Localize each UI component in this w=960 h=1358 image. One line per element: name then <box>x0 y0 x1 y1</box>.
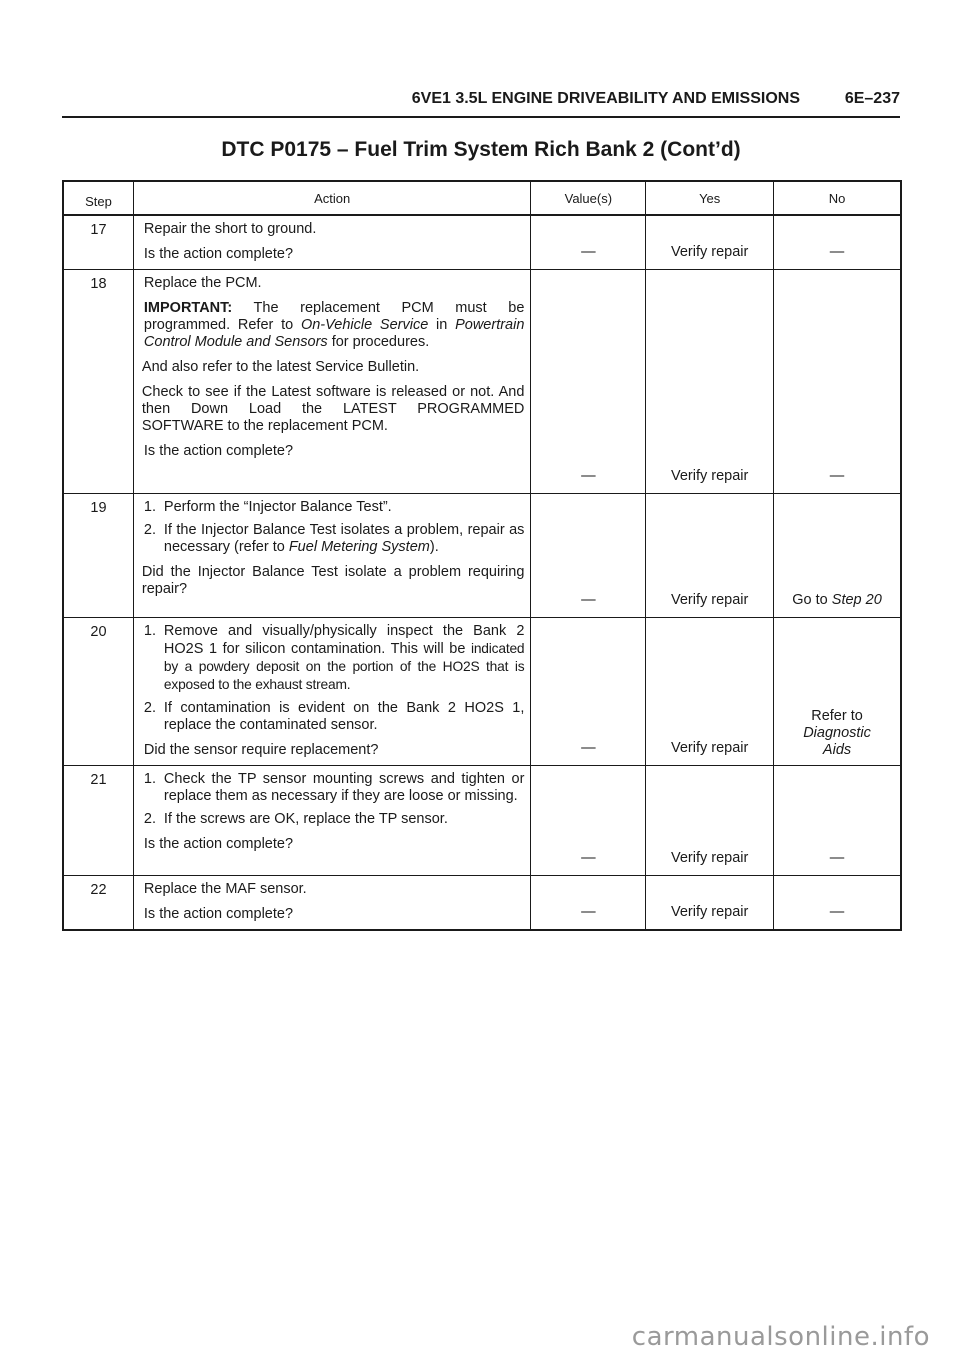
diagnostic-table <box>62 180 902 931</box>
important-label: IMPORTANT: <box>143 300 233 316</box>
action-question: Is the action complete? <box>143 836 294 852</box>
important-text: in <box>428 317 456 333</box>
list-item <box>142 499 525 516</box>
important-note <box>142 300 525 351</box>
step-number: 21 <box>63 766 133 876</box>
list-number: 1. <box>143 771 156 787</box>
reference-fuel-metering: Fuel Metering System <box>288 539 430 555</box>
list-number: 1. <box>143 499 156 515</box>
value-cell: — <box>531 766 646 876</box>
step-number: 20 <box>63 618 133 766</box>
yes-cell: Verify repair <box>646 494 774 618</box>
col-yes: Yes <box>646 181 774 215</box>
yes-cell: Verify repair <box>646 618 774 766</box>
no-cell: — <box>774 215 901 270</box>
table-row <box>63 876 901 931</box>
action-text: Check to see if the Latest software is released or not. And then Down Load the LATEST PROGRAMMED SOFTWARE to the replacement PCM. <box>141 384 525 434</box>
action-cell <box>133 494 531 618</box>
step-number: 17 <box>90 222 107 238</box>
list-number: 2. <box>143 522 156 538</box>
list-number: 2. <box>143 811 156 827</box>
no-cell: — <box>774 270 901 494</box>
action-text: Replace the MAF sensor. <box>143 881 307 897</box>
list-text: Remove and visually/physically inspect the Bank 2 HO2S 1 for silicon contamination. This will be <box>163 623 525 657</box>
reference-diagnostic-aids: Diagnostic <box>803 725 871 741</box>
value-cell: — <box>531 618 646 766</box>
table-row <box>63 618 901 766</box>
col-value: Value(s) <box>531 181 646 215</box>
action-text: And also refer to the latest Service Bulletin. <box>141 359 420 375</box>
yes-cell: Verify repair <box>646 215 774 270</box>
action-question: Did the Injector Balance Test isolate a problem requiring repair? <box>141 564 525 597</box>
no-text: Go to <box>792 592 832 608</box>
table-row <box>63 215 901 270</box>
list-text: If the screws are OK, replace the TP sensor. <box>163 811 448 827</box>
list-text: If the Injector Balance Test isolates a problem, repair as necessary (refer to <box>163 522 525 555</box>
action-question: Is the action complete? <box>143 246 294 262</box>
action-question: Is the action complete? <box>143 906 294 922</box>
step-number: 19 <box>63 494 133 618</box>
action-text: Replace the PCM. <box>143 275 262 291</box>
action-cell <box>133 215 531 270</box>
table-row <box>63 494 901 618</box>
list-text: Perform the “Injector Balance Test”. <box>163 499 392 515</box>
step-number: 22 <box>63 876 133 931</box>
action-cell <box>133 270 531 494</box>
yes-cell: Verify repair <box>646 270 774 494</box>
list-text: Check the TP sensor mounting screws and tighten or replace them as necessary if they are loose or missing. <box>163 771 525 804</box>
no-cell: — <box>774 766 901 876</box>
page-number: 6E–237 <box>844 90 900 107</box>
yes-cell: Verify repair <box>646 766 774 876</box>
action-text: Repair the short to ground. <box>143 221 317 237</box>
value-cell: — <box>531 270 646 494</box>
table-row <box>63 766 901 876</box>
step-number: 18 <box>63 270 133 494</box>
list-text: indicated by a powdery deposit on the portion of the HO2S that is exposed to the exhaust stream. <box>163 641 525 692</box>
yes-cell: Verify repair <box>646 876 774 931</box>
reference-aids: Aids <box>822 742 852 758</box>
value-cell: — <box>531 876 646 931</box>
action-cell <box>133 618 531 766</box>
col-action: Action <box>133 181 531 215</box>
value-cell: — <box>531 215 646 270</box>
list-item <box>142 811 525 828</box>
important-text: The replacement PCM must be programmed. Refer to <box>143 300 525 333</box>
section-title: 6VE1 3.5L ENGINE DRIVEABILITY AND EMISSIONS <box>411 90 800 107</box>
table-row <box>63 270 901 494</box>
col-step: Step <box>63 181 133 215</box>
action-cell <box>133 876 531 931</box>
action-question: Did the sensor require replacement? <box>143 742 379 758</box>
list-item <box>142 771 525 805</box>
no-text: Refer to <box>811 708 863 724</box>
page-header <box>62 88 900 118</box>
reference-pcm-sensors: Powertrain Control Module and Sensors <box>143 317 525 350</box>
list-item <box>142 623 525 694</box>
action-cell <box>133 766 531 876</box>
col-no: No <box>774 181 901 215</box>
reference-on-vehicle-service: On-Vehicle Service <box>300 317 429 333</box>
list-text: ). <box>429 539 439 555</box>
list-item <box>142 700 525 734</box>
list-item <box>142 522 525 556</box>
no-cell: — <box>774 876 901 931</box>
action-question: Is the action complete? <box>143 443 294 459</box>
table-header-row <box>63 181 901 215</box>
page-title: DTC P0175 – Fuel Trim System Rich Bank 2 (Cont’d) <box>221 138 741 161</box>
important-text: for procedures. <box>327 334 430 350</box>
list-number: 2. <box>143 700 156 716</box>
no-cell <box>774 494 901 618</box>
watermark: carmanualsonline.info <box>631 1322 930 1352</box>
no-cell <box>774 618 901 766</box>
reference-step-20: Step 20 <box>831 592 882 608</box>
value-cell: — <box>531 494 646 618</box>
list-text: If contamination is evident on the Bank 2 HO2S 1, replace the contaminated sensor. <box>163 700 525 733</box>
list-number: 1. <box>143 623 156 639</box>
